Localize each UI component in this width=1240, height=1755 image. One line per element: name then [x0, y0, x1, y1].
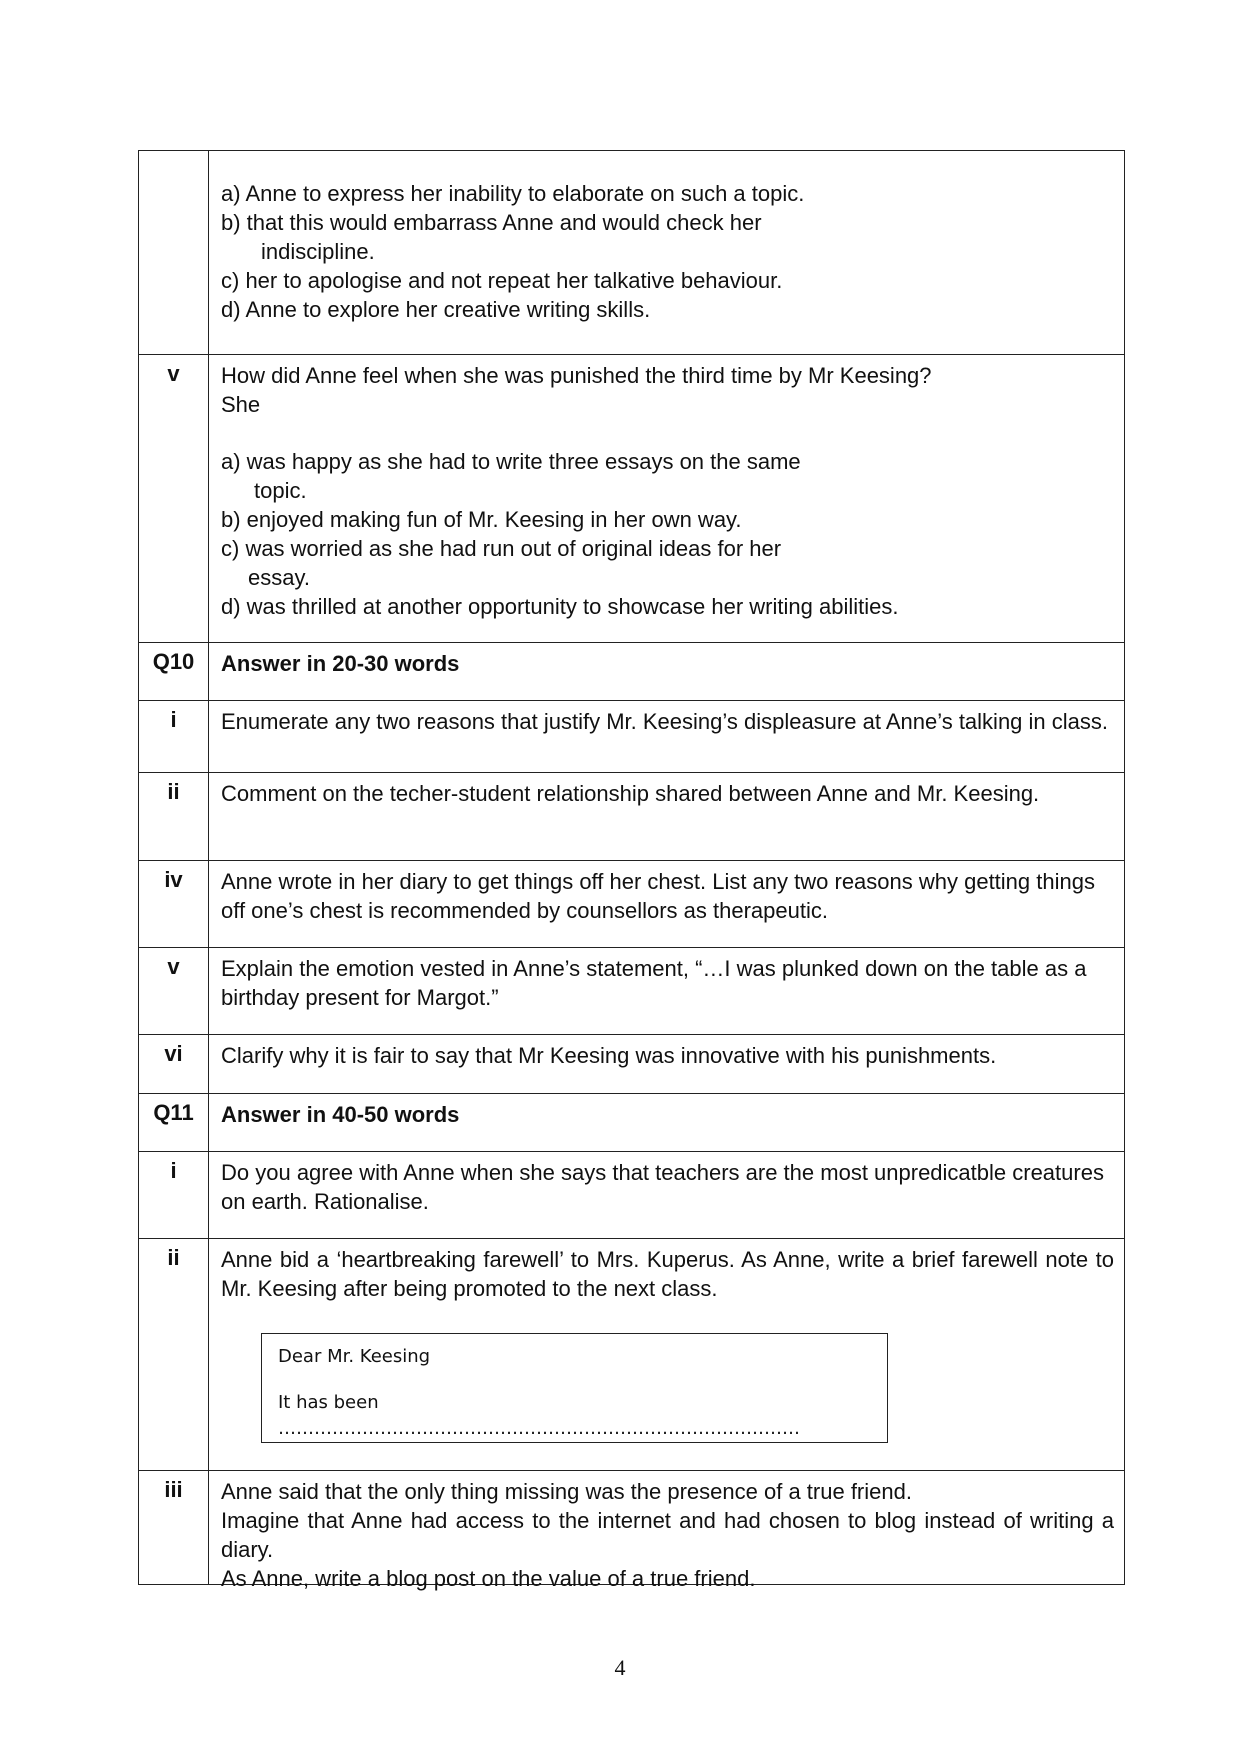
table-row [139, 772, 1124, 860]
note-salutation: Dear Mr. Keesing [278, 1346, 431, 1367]
option-c: c) her to apologise and not repeat her talkative behaviour. [221, 268, 783, 293]
question-line: As Anne, write a blog post on the value of a true friend. [221, 1566, 756, 1591]
option-a-continued: topic. [254, 478, 307, 503]
option-d: d) Anne to explore her creative writing skills. [221, 297, 651, 322]
question-line: Anne said that the only thing missing was the presence of a true friend. [221, 1479, 912, 1504]
option-b-continued: indiscipline. [261, 239, 375, 264]
question-number: Q10 [139, 643, 209, 700]
table-row [139, 354, 1124, 642]
question-text: Anne bid a ‘heartbreaking farewell’ to Mrs. Kuperus. As Anne, write a brief farewell note to Mr. Keesing after being promoted to the next class. [221, 1247, 1114, 1301]
question-number: iv [139, 861, 209, 947]
question-content [209, 1239, 1124, 1470]
table-row [139, 1034, 1124, 1093]
question-number: i [139, 701, 209, 772]
question-text: Explain the emotion vested in Anne’s statement, “…I was plunked down on the table as a birthday present for Margot.” [221, 956, 1087, 1010]
question-number: ii [139, 773, 209, 860]
question-text: Comment on the techer-student relationship shared between Anne and Mr. Keesing. [221, 781, 1040, 806]
option-c-continued: essay. [248, 565, 310, 590]
option-b: b) that this would embarrass Anne and would check her [221, 210, 762, 235]
question-number: v [139, 948, 209, 1034]
question-number: iii [139, 1471, 209, 1584]
question-text: How did Anne feel when she was punished the third time by Mr Keesing? [221, 363, 932, 388]
question-line: Imagine that Anne had access to the internet and had chosen to blog instead of writing a diary. [221, 1508, 1114, 1562]
table-row [139, 1151, 1124, 1238]
question-number: ii [139, 1239, 209, 1470]
question-text: Clarify why it is fair to say that Mr Keesing was innovative with his punishments. [221, 1043, 997, 1068]
table-row [139, 1238, 1124, 1470]
question-number: vi [139, 1035, 209, 1093]
question-stem: She [221, 392, 261, 417]
table-row [139, 947, 1124, 1034]
table-row [139, 1093, 1124, 1151]
question-number: Q11 [139, 1094, 209, 1151]
question-content [209, 1471, 1124, 1591]
table-row [139, 1470, 1124, 1591]
farewell-note-box [261, 1333, 888, 1443]
page-number: 4 [614, 1655, 626, 1680]
option-a: a) Anne to express her inability to elaborate on such a topic. [221, 181, 805, 206]
question-content [209, 151, 1124, 354]
question-number: i [139, 1152, 209, 1238]
question-content [209, 355, 1124, 642]
question-table [138, 150, 1125, 1591]
section-heading: Answer in 40-50 words [221, 1102, 460, 1127]
table-row [139, 642, 1124, 700]
table-row [139, 151, 1124, 354]
table-row [139, 860, 1124, 947]
option-d: d) was thrilled at another opportunity to showcase her writing abilities. [221, 594, 899, 619]
question-text: Do you agree with Anne when she says that teachers are the most unpredicatble creatures on earth. Rationalise. [221, 1160, 1104, 1214]
table-row [139, 700, 1124, 772]
question-text: Anne wrote in her diary to get things off her chest. List any two reasons why getting things off one’s chest is recommended by counsellors as therapeutic. [221, 869, 1095, 923]
note-opening-line: It has been …………………………………………………………………………… [278, 1392, 800, 1439]
question-number [139, 151, 209, 354]
option-c: c) was worried as she had run out of original ideas for her [221, 536, 782, 561]
option-b: b) enjoyed making fun of Mr. Keesing in her own way. [221, 507, 742, 532]
option-a: a) was happy as she had to write three essays on the same [221, 449, 801, 474]
question-text: Enumerate any two reasons that justify Mr. Keesing’s displeasure at Anne’s talking in class. [221, 709, 1108, 734]
section-heading: Answer in 20-30 words [221, 651, 460, 676]
question-number: v [139, 355, 209, 642]
